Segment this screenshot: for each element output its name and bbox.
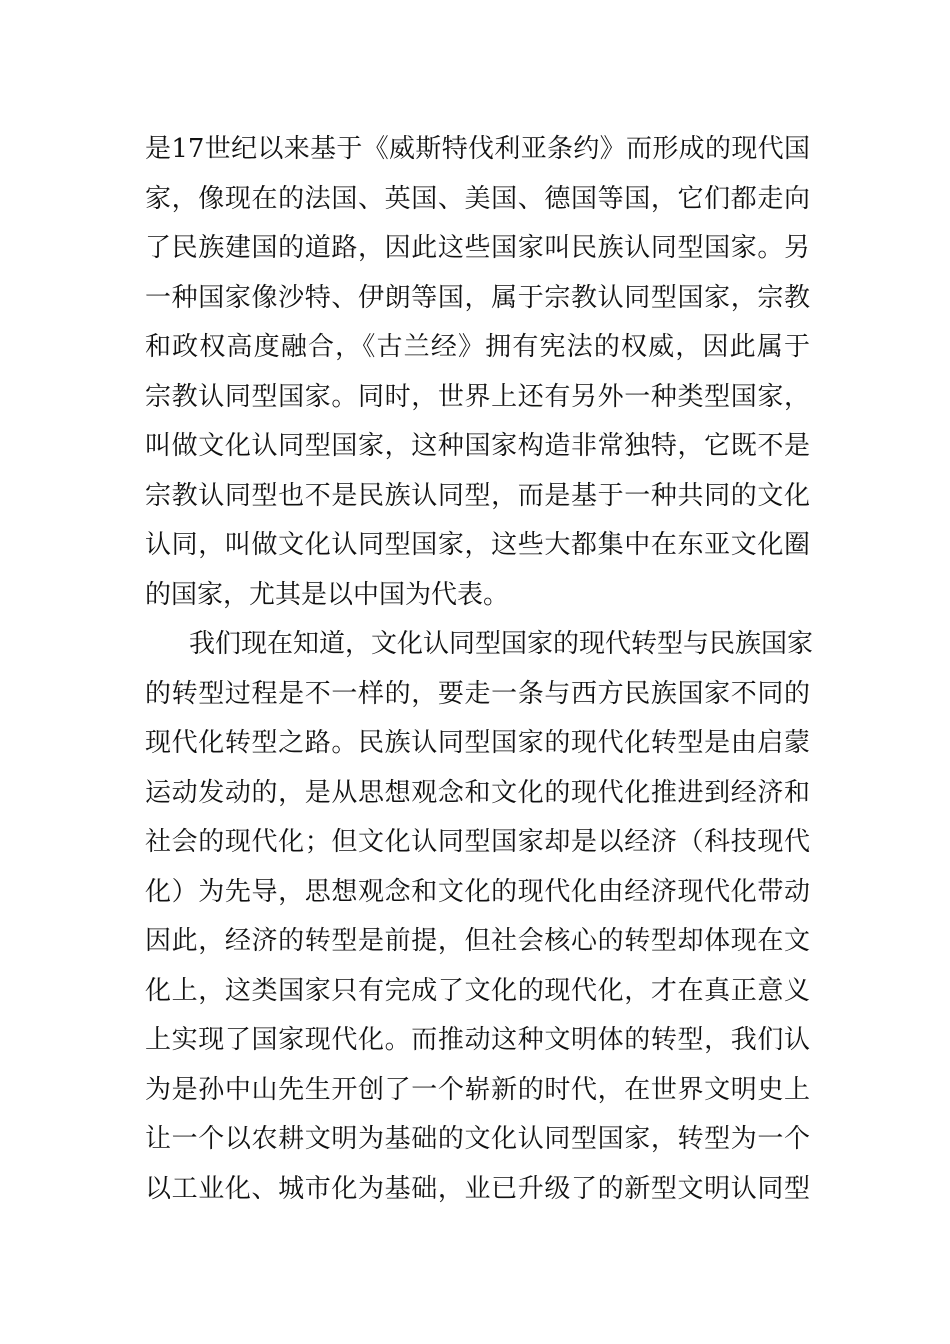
text-line: 我们现在知道，文化认同型国家的现代转型与民族国家 [189,629,814,659]
text-line: 的转型过程是不一样的，要走一条与西方民族国家不同的 [145,678,810,709]
text-line: 的国家，尤其是以中国为代表。 [145,579,510,610]
paragraph-2 [145,620,814,1214]
text-line: 上实现了国家现代化。而推动这种文明体的转型，我们认 [145,1025,810,1055]
text-line: 为是孙中山先生开创了一个崭新的时代，在世界文明史上 [145,1074,810,1105]
text-line: 化）为先导，思想观念和文化的现代化由经济现代化带动 [145,876,810,907]
text-line: 运动发动的，是从思想观念和文化的现代化推进到经济和 [145,777,810,808]
body-text [145,125,814,1214]
text-line: 化上，这类国家只有完成了文化的现代化，才在真正意义 [145,975,810,1006]
text-line: 是17世纪以来基于《威斯特伐利亚条约》而形成的现代国 [145,134,810,164]
text-line: 社会的现代化；但文化认同型国家却是以经济（科技现代 [145,827,810,857]
text-line: 和政权高度融合，《古兰经》拥有宪法的权威，因此属于 [145,332,810,362]
text-line: 现代化转型之路。民族认同型国家的现代化转型是由启蒙 [145,728,810,758]
text-line: 让一个以农耕文明为基础的文化认同型国家，转型为一个 [145,1124,810,1154]
text-line: 因此，经济的转型是前提，但社会核心的转型却体现在文 [145,926,810,956]
text-line: 宗教认同型也不是民族认同型，而是基于一种共同的文化 [145,480,810,511]
text-line: 认同，叫做文化认同型国家，这些大都集中在东亚文化圈 [145,530,810,560]
paragraph-1 [145,125,810,620]
text-line: 以工业化、城市化为基础，业已升级了的新型文明认同型 [145,1173,810,1204]
text-line: 一种国家像沙特、伊朗等国，属于宗教认同型国家，宗教 [145,282,810,313]
text-line: 了民族建国的道路，因此这些国家叫民族认同型国家。另 [145,233,810,263]
text-line: 家，像现在的法国、英国、美国、德国等国，它们都走向 [145,183,810,214]
text-line: 叫做文化认同型国家，这种国家构造非常独特，它既不是 [145,431,810,461]
text-line: 宗教认同型国家。同时，世界上还有另外一种类型国家， [145,381,810,412]
